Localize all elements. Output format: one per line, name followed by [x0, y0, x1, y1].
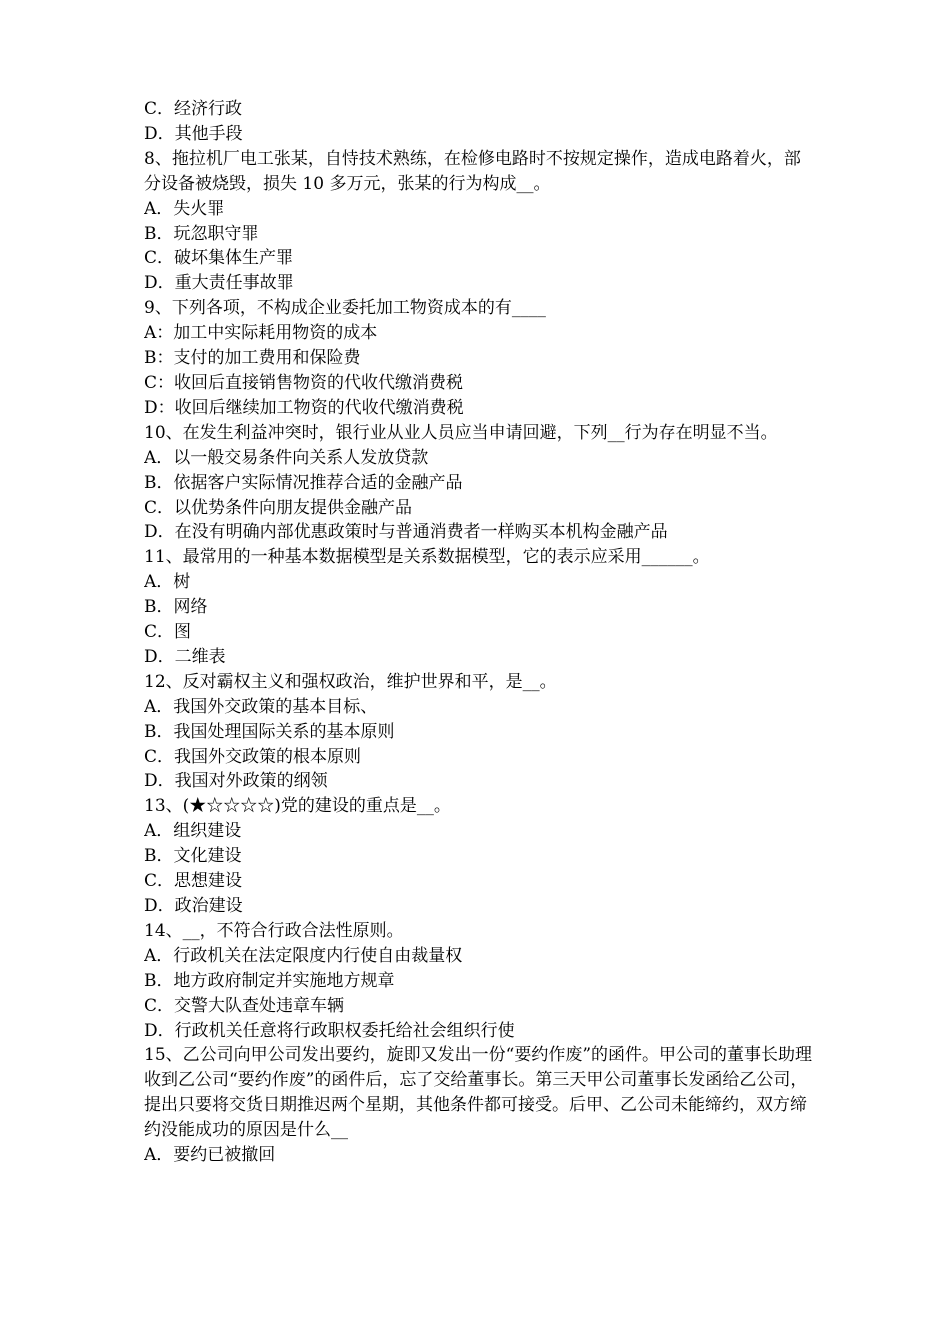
- option-line: B．我国处理国际关系的基本原则: [144, 721, 395, 742]
- option-line: D．在没有明确内部优惠政策时与普通消费者一样购买本机构金融产品: [144, 522, 668, 543]
- question-9: 9、下列各项，不构成企业委托加工物资成本的有____: [144, 298, 546, 319]
- option-line: D．二维表: [144, 646, 226, 667]
- question-13: 13、(★☆☆☆☆)党的建设的重点是__。: [144, 796, 451, 817]
- option-line: B．地方政府制定并实施地方规章: [144, 970, 395, 991]
- question-15: 15、乙公司向甲公司发出要约，旋即又发出一份“要约作废”的函件。甲公司的董事长助理收到乙公司“要约作废”的函件后，忘了交给董事长。第三天甲公司董事长发函给乙公司，提出只要将交货日期推迟两个星期，其他条件都可接受。后甲、乙公司未能缔约，双方缔约没能成功的原因是什么__: [144, 1045, 813, 1141]
- option-line: A．我国外交政策的基本目标、: [144, 696, 378, 717]
- option-line: D．政治建设: [144, 896, 243, 916]
- option-line: A．行政机关在法定限度内行使自由裁量权: [144, 945, 463, 966]
- option-line: C．交警大队查处违章车辆: [144, 995, 345, 1016]
- question-8: 8、拖拉机厂电工张某，自恃技术熟练，在检修电路时不按规定操作，造成电路着火，部分设备被烧毁，损失 10 多万元，张某的行为构成__。: [144, 148, 801, 194]
- option-line: C．图: [144, 622, 192, 643]
- option-line: C．我国外交政策的根本原则: [144, 746, 362, 767]
- question-14: 14、__，不符合行政合法性原则。: [144, 920, 404, 941]
- option-line: C：收回后直接销售物资的代收代缴消费税: [144, 372, 464, 393]
- question-10: 10、在发生利益冲突时，银行业从业人员应当申请回避，下列__行为存在明显不当。: [144, 422, 778, 443]
- option-line: A．组织建设: [144, 821, 242, 842]
- option-line: A．要约已被撤回: [144, 1145, 276, 1166]
- option-line: D：收回后继续加工物资的代收代缴消费税: [144, 397, 464, 418]
- option-line: A．树: [144, 572, 191, 593]
- question-11: 11、最常用的一种基本数据模型是关系数据模型，它的表示应采用______。: [144, 547, 710, 568]
- option-line: B．网络: [144, 597, 208, 618]
- option-line: C．以优势条件向朋友提供金融产品: [144, 497, 413, 518]
- option-line: D．其他手段: [144, 123, 243, 144]
- option-line: A．失火罪: [144, 198, 225, 219]
- option-line: D．我国对外政策的纲领: [144, 771, 328, 792]
- option-line: A：加工中实际耗用物资的成本: [144, 323, 378, 344]
- option-line: B：支付的加工费用和保险费: [144, 348, 361, 369]
- option-line: C．经济行政: [144, 99, 243, 119]
- option-line: D．重大责任事故罪: [144, 273, 294, 294]
- option-line: B．文化建设: [144, 846, 242, 867]
- document-body: [144, 97, 814, 1168]
- option-line: C．思想建设: [144, 871, 243, 892]
- option-line: D．行政机关任意将行政职权委托给社会组织行使: [144, 1020, 515, 1041]
- question-12: 12、反对霸权主义和强权政治，维护世界和平，是__。: [144, 671, 557, 692]
- option-line: A．以一般交易条件向关系人发放贷款: [144, 447, 429, 468]
- option-line: B．依据客户实际情况推荐合适的金融产品: [144, 472, 463, 493]
- option-line: B．玩忽职守罪: [144, 223, 259, 244]
- option-line: C．破坏集体生产罪: [144, 248, 294, 269]
